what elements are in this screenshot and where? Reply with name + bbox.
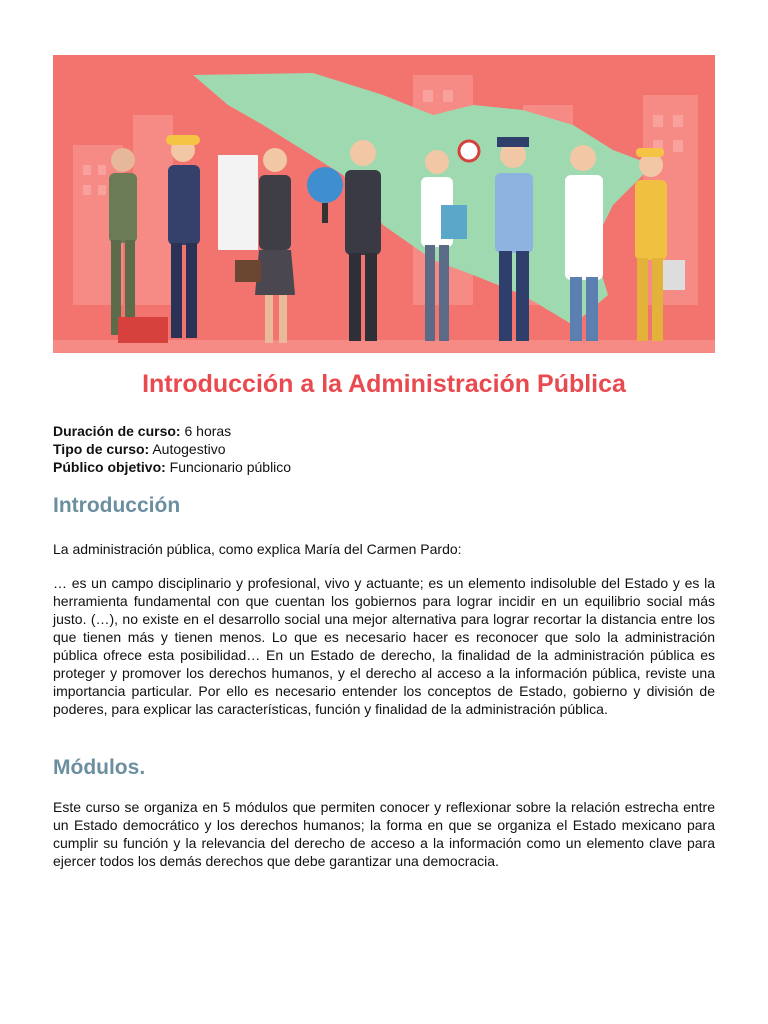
intro-quote: … es un campo disciplinario y profesional, vivo y actuante; es un elemento indisoluble del Estado y es la herramienta fundamental con que cuentan los gobiernos para lograr incidir en un equilibrio social más justo. (…), no existe en el desarrollo social una mejor alternativa para lograr recortar la distancia entre los que tienen más y tienen menos. Lo que es necesario hacer es reconocer que solo la administración pública ofrece esta posibilidad… En un Estado de derecho, la finalidad de la administración pública es proteger y promover los derechos humanos, y el derecho al acceso a la información pública, reviste una importancia particular. Por ello es necesario entender los conceptos de Estado, gobierno y división de poderes, para explicar las características, función y finalidad de la administración pública. (53, 575, 715, 717)
duration-value: 6 horas (180, 423, 232, 439)
course-meta (53, 422, 291, 476)
type-row (53, 440, 291, 458)
hero-illustration (53, 55, 715, 353)
intro-lead: La administración pública, como explica María del Carmen Pardo: (53, 541, 462, 557)
duration-row (53, 422, 291, 440)
page-title: Introducción a la Administración Pública (142, 370, 626, 398)
modules-text: Este curso se organiza en 5 módulos que permiten conocer y reflexionar sobre la relación estrecha entre un Estado democrático y los derechos humanos; la forma en que se organiza el Estado mexicano para cumplir su función y la relevancia del derecho de acceso a la información como un elemento clave para ejercer todos los demás derechos que debe garantizar una democracia. (53, 799, 715, 869)
duration-label: Duración de curso: (53, 423, 181, 439)
audience-row (53, 458, 291, 476)
type-value: Autogestivo (149, 441, 226, 457)
type-label: Tipo de curso: (53, 441, 150, 457)
modules-heading: Módulos. (53, 756, 146, 779)
audience-value: Funcionario público (165, 459, 292, 475)
intro-heading: Introducción (53, 494, 181, 517)
audience-label: Público objetivo: (53, 459, 166, 475)
